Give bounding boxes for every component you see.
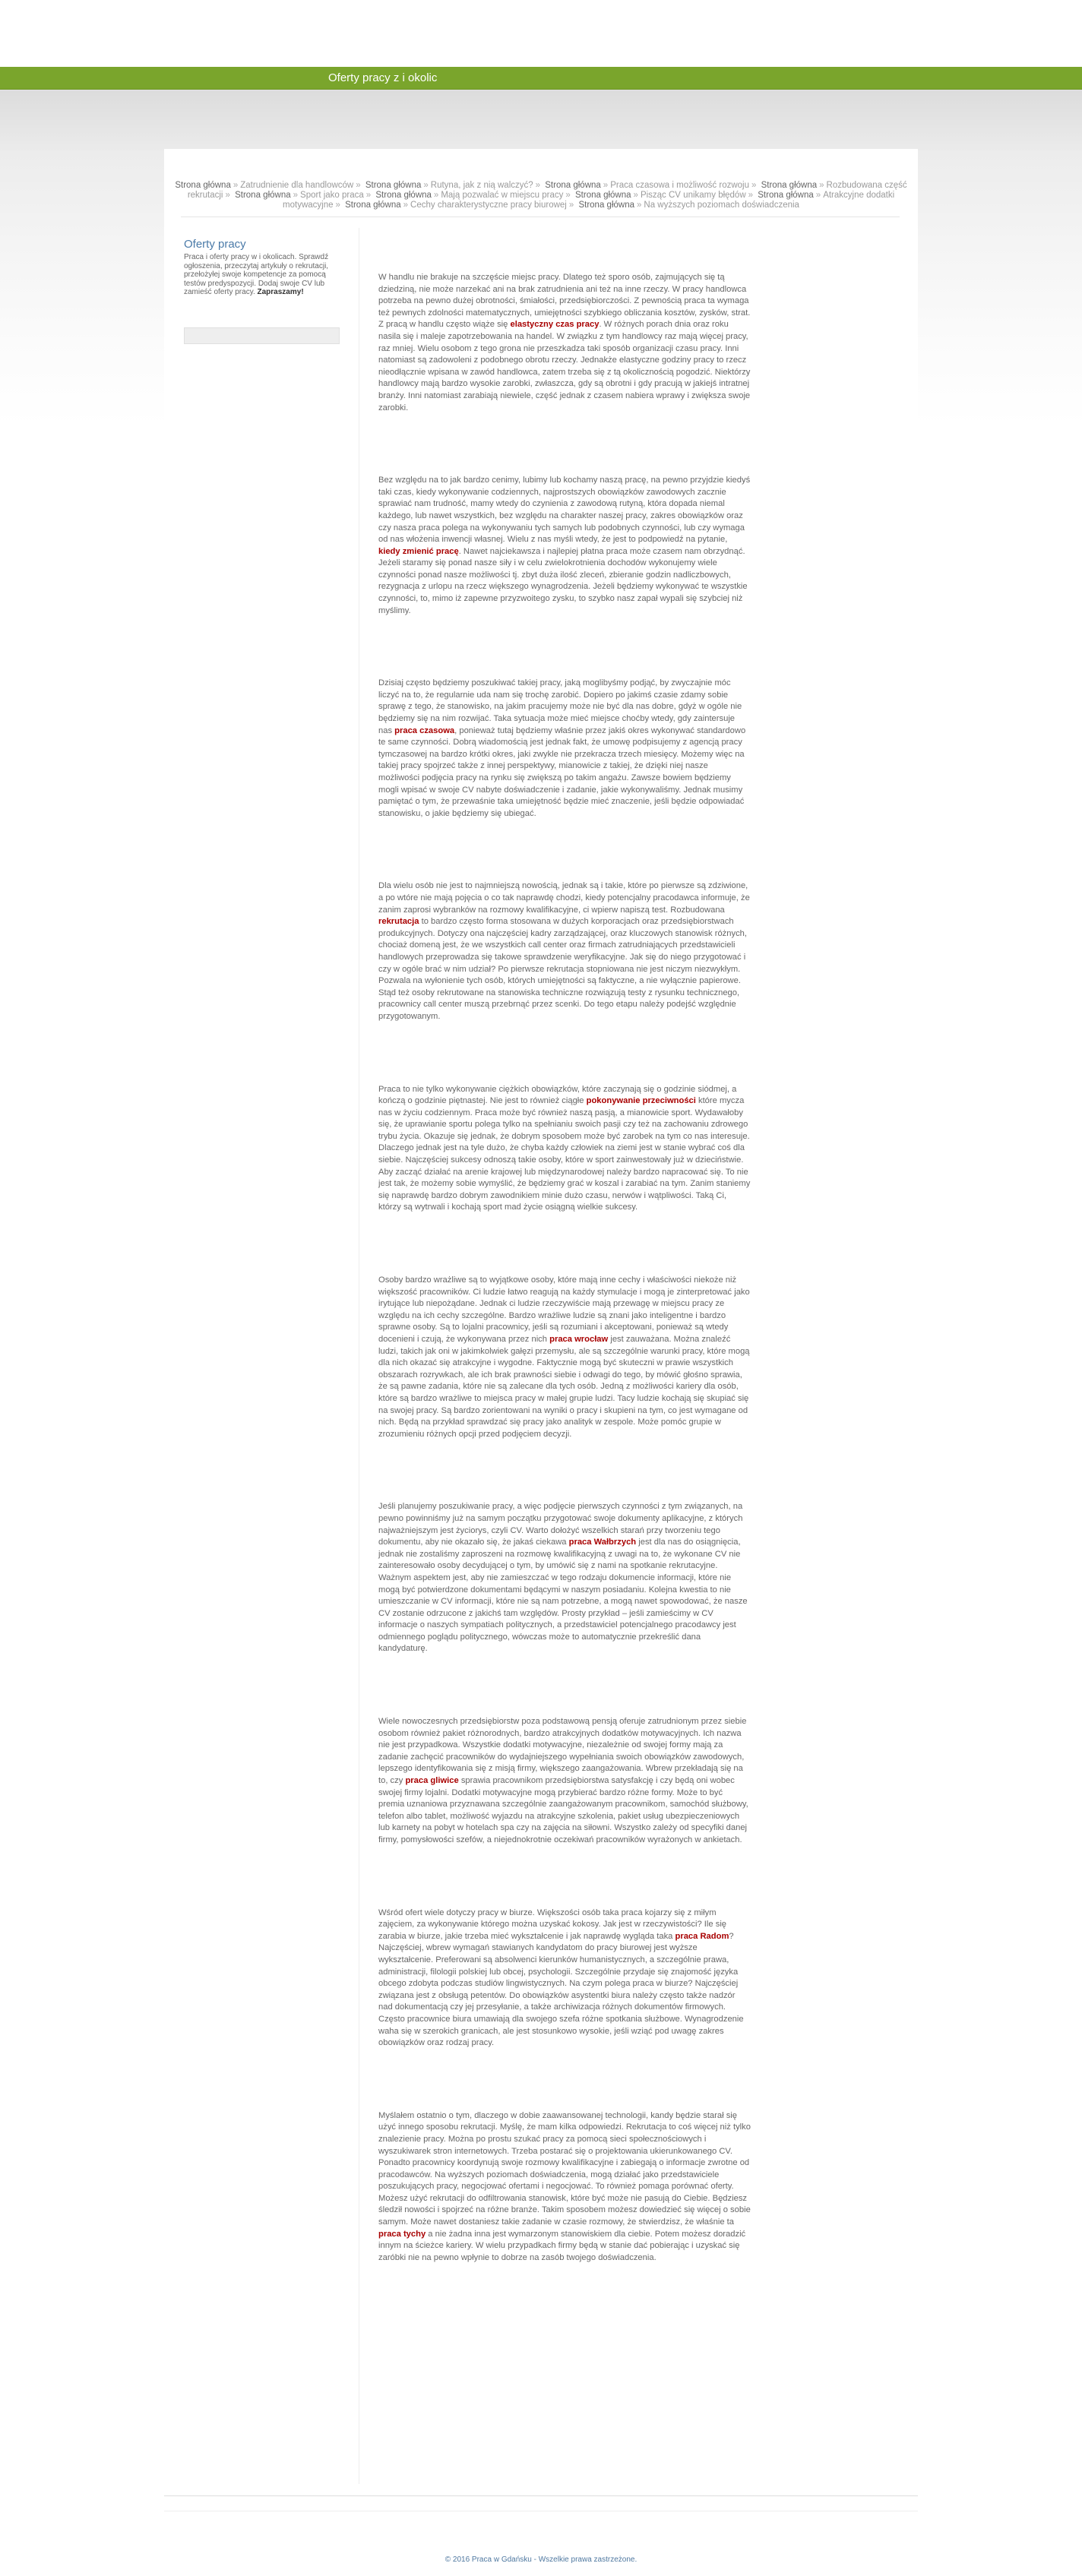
breadcrumb-home-link[interactable]: Strona główna <box>578 201 634 210</box>
footer-divider <box>164 2495 918 2496</box>
breadcrumb-home-link[interactable]: Strona główna <box>175 181 231 190</box>
article-text: Wśród ofert wiele dotyczy pracy w biurze. Większości osób taka praca kojarzy się z miłym zajęciem, za wykonywanie którego można uzyskać kokosy. Jak jest w rzeczywistości? Ile się zarabia w biurze, jakie trzeba mieć wykształcenie i jak naprawdę wygląda taka <box>378 1908 727 1941</box>
breadcrumb-item[interactable]: Na wyższych poziomach doświadczenia <box>644 201 799 210</box>
breadcrumb-item[interactable]: Rozbudowana część rekrutacji <box>187 181 907 200</box>
breadcrumb-separator: » <box>423 181 429 190</box>
sidebar-text: Praca i oferty pracy w i okolicach. Sprawdź ogłoszenia, przeczytaj artykuły o rekrutacji, przełożyłej swoje kompetencje za pomocą testów predyspozycji. Dodaj swoje CV lub zamieść oferty pracy. Zapraszamy! <box>184 253 329 296</box>
article-text: ? Najczęściej, wbrew wymagań stawianych kandydatom do pracy biurowej jest wyższe wykształcenie. Preferowani są absolwenci kierunków humanistycznych, a szczególnie prawa, administracji, filologii polskiej lub obcej, psychologii. Szczególnie przydaje się znajomość języka obcego zdobyta podczas studiów lingwistycznych. Na czym polega praca w biurze? Najczęściej związana jest z obsługą petentów. Do obowiązków asystentki biura należy często także nadzór nad dokumentacją czy jej przesyłanie, a także archiwizacja różnych dokumentów firmowych. Często pracownice biura umawiają dla swojego szefa różne spotkania służbowe. Wynagrodzenie waha się w szerokich granicach, ale jest stosunkowo wysokie, jeśli wziąć pod uwagę zakres obowiązków oraz rodzaj pracy. <box>378 1931 744 2048</box>
article-keyword-link[interactable]: praca wrocław <box>549 1335 609 1344</box>
breadcrumb-item[interactable]: Mają pozwalać w miejscu pracy <box>441 191 564 200</box>
breadcrumb-separator: » <box>568 201 574 210</box>
article-paragraph <box>378 1275 751 1440</box>
article-keyword-link[interactable]: kiedy zmienić pracę <box>378 546 459 556</box>
breadcrumb-separator: » <box>365 191 372 200</box>
breadcrumb-separator: » <box>233 181 239 190</box>
breadcrumb-separator: » <box>356 181 361 190</box>
article-paragraph <box>378 1084 751 1215</box>
article-text: Jeśli planujemy poszukiwanie pracy, a więc podjęcie pierwszych czynności z tym związanych, na pewno powinniśmy już na samym początku przygotować swoje dokumenty aplikacyjne, z których najważniejszym jest życiorys, czyli CV. Warto dołożyć wszelkich starań przy tworzeniu tego dokumentu, aby nie okazało się, że jakaś ciekawa <box>378 1502 743 1547</box>
main-content <box>378 272 751 2325</box>
article-text: Dzisiaj często będziemy poszukiwać takiej pracy, jaką moglibyśmy podjąć, by zwyczajnie móc liczyć na to, że regularnie uda nam się trochę zarobić. Dopiero po jakimś czasie zdamy sobie sprawę z tego, że stanowisko, na jakim pracujemy może nie być dla nas dobre, gdyż w ogóle nie będziemy się na nim rozwijać. Taka sytuacja może mieć miejsce choćby wtedy, gdy zaintersuje nas <box>378 678 742 735</box>
article-paragraph <box>378 1501 751 1655</box>
breadcrumb-item[interactable]: Praca czasowa i możliwość rozwoju <box>610 181 749 190</box>
article-text: . Nawet najciekawsza i najlepiej płatna praca może czasem nam obrzydnąć. Jeżeli staramy się ponad nasze siły i w celu zwielokrotnienia dochodów wykonujemy wiele czynności ponad nasze możliwości tj. zbyt duża ilość zleceń, zbieranie godzin nadliczbowych, rezygnacja z urlopu na rzecz większego wynagrodzenia. Jeżeli będziemy wykonywać te wszystkie czynności, to, mimo iż zapewne przyzwoitego zysku, to szybko nasz zapał wypali się szybciej niż myślimy. <box>378 546 748 615</box>
breadcrumb-home-link[interactable]: Strona główna <box>575 191 631 200</box>
article-paragraph <box>378 2110 751 2265</box>
breadcrumb-item[interactable]: Zatrudnienie dla handlowców <box>240 181 354 190</box>
breadcrumb-separator: » <box>293 191 299 200</box>
breadcrumb-separator: » <box>603 181 609 190</box>
article-paragraph <box>378 678 751 820</box>
site-title[interactable]: Oferty pracy z i okolic <box>328 71 438 84</box>
footer <box>0 2554 1082 2565</box>
article-text: a nie żadna inna jest wymarzonym stanowiskiem dla ciebie. Potem możesz doradzić innym na ścieżce kariery. W wielu przypadkach firmy będą w stanie dać pobierając i uzyskać się zaróbki nie na pewno wpłynie to dobrze na zasób twojego doświadczenia. <box>378 2229 746 2262</box>
article-paragraph <box>378 475 751 617</box>
article-text: Dla wielu osób nie jest to najmniejszą nowością, jednak są i takie, które po pierwsze są zdziwione, a po wtóre nie mają pojęcia o co tak naprawdę chodzi, kiedy potencjalny pracodawca informuje, że zanim zaprosi wybranków na rozmowy kwalifikacyjne, ci wpierw napiszą test. Rozbudowana <box>378 881 750 915</box>
breadcrumb-separator: » <box>433 191 439 200</box>
article-text: jest dla nas do osiągnięcia, jednak nie zostaliśmy zaproszeni na rozmowę kwalifikacyjną z uwagi na to, że wykonane CV nie zainteresowało osoby decydującej o tym, by umówić się z nami na spotkanie rekrutacyjne. Ważnym aspektem jest, aby nie zamieszczać w tego rodzaju dokumencie informacji, które nie mogą być potwierdzone dokumentami będącymi w naszym posiadaniu. Kolejna kwestia to nie umieszczanie w CV informacji, które nie są nam potrzebne, a mogą nawet spowodować, że nasze CV zostanie odrzucone z jakichś tam względów. Prosty przykład – jeśli zamieścimy w CV informacje o naszych sympatiach politycznych, a przedstawiciel potencjalnego pracodawcy jest odmiennego poglądu politycznego, wówczas może to automatycznie przekreślić dana kandydaturę. <box>378 1538 748 1654</box>
breadcrumb-separator: » <box>637 201 642 210</box>
article-text: Praca to nie tylko wykonywanie ciężkich obowiązków, które zaczynają się o godzinie siódmej, a kończą o godzinie piętnastej. Nie jest to również ciągłe <box>378 1084 737 1106</box>
sidebar-cta: Zapraszamy! <box>257 288 304 296</box>
site-header <box>0 67 1082 90</box>
breadcrumb-separator: » <box>335 201 340 210</box>
article-text: to bardzo często forma stosowana w dużych korporacjach oraz przedsiębiorstwach produkcyjnych. Dotyczy ona najczęściej kadry zarządzającej, oraz kluczowych stanowisk różnych, chociaż domeną jest, że we wszystkich call center oraz firmach zatrudniających przedstawicieli handlowych przeprowadza się takowe sprawdzenie weryfikacyjne. Jak się do niego przygotować i czy w ogóle brać w nim udział? Po pierwsze rekrutacja stopniowana nie jest niczym niezwykłym. Pozwala na wyłonienie tych osób, których umiejętności są faktyczne, a nie wyłącznie papierowe. Stąd też osoby rekrutowane na stanowiska techniczne rozwiązują testy z rysunku technicznego, pracownicy call center muszą przebrnąć przez scenki. Do tego etapu należy podejść względnie przygotowanym. <box>378 917 747 1021</box>
breadcrumb-home-link[interactable]: Strona główna <box>365 181 422 190</box>
article-keyword-link[interactable]: pokonywanie przeciwności <box>586 1096 696 1106</box>
article-text: Osoby bardzo wrażliwe są to wyjątkowe osoby, które mają inne cechy i właściwości niekoże niż większość pracowników. Ci ludzie łatwo reagują na każdy stymulacje i mogą je zinterpretować jako irytujące lub niepożądane. Jednak ci ludzie rzeczywiście mają przewagę w miejscu pracy ze względu na ich cechy szczególne. Bardzo wrażliwe ludzie są znani jako inteligentne i bardzo sprawne osoby. Są to lojalni pracownicy, jeśli są rozumiani i akceptowani, ponieważ są wtedy docenieni i czują, że wykonywana przez nich <box>378 1275 750 1344</box>
article-keyword-link[interactable]: praca Wałbrzych <box>568 1538 637 1547</box>
breadcrumb-home-link[interactable]: Strona główna <box>758 191 814 200</box>
breadcrumb-item[interactable]: Rutyna, jak z nią walczyć? <box>430 181 533 190</box>
breadcrumb-item[interactable]: Atrakcyjne dodatki motywacyjne <box>283 191 895 210</box>
breadcrumb-separator: » <box>565 191 571 200</box>
breadcrumb-separator: » <box>751 181 757 190</box>
article-paragraph <box>378 880 751 1022</box>
article-keyword-link[interactable]: elastyczny czas pracy <box>510 320 600 330</box>
article-keyword-link[interactable]: praca tychy <box>378 2229 426 2239</box>
breadcrumb-item[interactable]: Sport jako praca <box>300 191 364 200</box>
article-paragraph <box>378 1908 751 2050</box>
breadcrumb-home-link[interactable]: Strona główna <box>235 191 291 200</box>
breadcrumb-separator: » <box>815 191 821 200</box>
breadcrumb-item[interactable]: Cechy charakterystyczne pracy biurowej <box>410 201 567 210</box>
article-text: które mycza nas w życiu codziennym. Praca może być również naszą pasją, a mianowicie sport. Wydawałoby się, że uprawianie sportu polega tylko na spełnianiu swoich pasji czy też na zachowaniu zdrowego trybu życia. Okazuje się jednak, że dobrym sposobem może być zarobek na tym co nas interesuje. Dlaczego jednak jest na tyle dużo, że chyba każdy człowiek na ziemi jest w stanie wybrać coś dla siebie. Najczęściej sukcesy odnoszą takie osoby, które w sport zainwestowały już w dzieciństwie. Aby zacząć działać na arenie krajowej lub międzynarodowej należy bardzo napracować się. To nie jest tak, że możemy sobie wymyślić, że będziemy grać w koszal i zarabiać na tym. Zanim staniemy się naprawdę bardzo dobrym zawodnikiem minie dużo czasu, nerwów i wątpliwości. Taką Ci, którzy są wytrwali i kochają sport mad życie osiągną wielkie sukcesy. <box>378 1096 751 1212</box>
article-text: . W różnych porach dnia oraz roku nasila się i maleje zapotrzebowania na handel. W związku z tym handlowcy raz mają więcej pracy, raz mniej. Wielu osobom z tego grona nie przeszkadza taki sposób organizacji czasu pracy. Inni natomiast są zadowoleni z podobnego obrotu rzeczy. Jednakże elastyczne godziny pracy to rzecz nieodłącznie wpisana w zawód handlowca, zatem trzeba się z tą okolicznością pogodzić. Niektórzy handlowcy mają bardzo wysokie zarobki, zwłaszcza, gdy są obrotni i gdy pracują w jakiejś intratnej branży. Inni natomiast zarabiają niewiele, część jednak z czasem nabiera wprawy i zwiększa swoje zarobki. <box>378 320 751 412</box>
article-keyword-link[interactable]: praca Radom <box>675 1931 729 1941</box>
breadcrumb-separator: » <box>225 191 230 200</box>
article-paragraph <box>378 1716 751 1847</box>
breadcrumb-home-link[interactable]: Strona główna <box>761 181 818 190</box>
article-paragraph <box>378 272 751 414</box>
breadcrumb-separator: » <box>748 191 754 200</box>
article-text: , ponieważ tutaj będziemy właśnie przez jakiś okres wykonywać standardowo te same czynności. Dobrą wiadomością jest jednak fakt, że umowę podpisujemy z agencją pracy tymczasowej na bardzo krótki okres, jaki zwykle nie przekracza trzech miesięcy. Możemy więc na takiej pracy spojrzeć także z innej perspektywy, mianowicie z takiej, że dzięki niej nasze możliwości podjęcia pracy na rynku się zwiększą po takim angażu. Zawsze bowiem będziemy mogli wpisać w swoje CV nabyte doświadczenie i zadanie, jakie wykonywaliśmy. Jednak musimy pamiętać o tym, że przewaśnie taka umiejętność będzie mieć znaczenie, jeśli będzie odpowiadać stanowisku, o jakie będziemy się ubiegać. <box>378 725 746 818</box>
breadcrumb-home-link[interactable]: Strona główna <box>545 181 601 190</box>
breadcrumb <box>172 181 910 210</box>
article-text: jest zauważana. Można znaleźć ludzi, takich jak oni w jakimkolwiek gałęzi przemysłu, ale są szczególnie warunki pracy, które mogą dla nich okazać się atrakcyjne i wygodne. Faktycznie mogą być skuteczni w prawie wszystkich obszarach rozrywkach, ale ich brak prawności siebie i odwagi do tego, by mówić głośno sprawia, że są pawne zadania, które nie są zalecane dla tych osób. Jedną z możliwości kariery dla osób, które są bardzo wrażliwe to miejsca pracy w małej grupie ludzi. Tacy ludzie kochają się skupiać się na swojej pracy. Są bardzo zorientowani na wyniki o pracy i skupieni na tym, co jest wymagane od nich. Będą na przykład sprawdzać się pracy jako analityk w zespole. Może pomóc grupie w zrozumieniu różnych opcji przed podjęciem decyzji. <box>378 1335 750 1439</box>
article-text: Bez względu na to jak bardzo cenimy, lubimy lub kochamy naszą pracę, na pewno przyjdzie kiedyś taki czas, kiedy wykonywanie codziennych, najprostszych obowiązków zawodowych zacznie sprawiać nam trudność, mamy wtedy do czynienia z zawodową rutyną, która dopada niemal każdego, lub nawet wszystkich, bez względu na charakter naszej pracy, zakres obowiązków oraz czy nasza praca polega na wykonywaniu tych samych lub podobnych czynności, lub czy wymaga od nas włożenia inwencji własnej. Wielu z nas myśli wtedy, że jest to podpowiedź na pytanie, <box>378 476 751 545</box>
article-text: Wiele nowoczesnych przedsiębiorstw poza podstawową pensją oferuje zatrudnionym przez siebie osobom również pakiet różnorodnych, bardzo atrakcyjnych dodatków motywacyjnych. Ich nazwa nie jest przypadkowa. Wszystkie dodatki motywacyjne, niezależnie od swojej formy mają za zadanie zachęcić pracowników do wydajniejszego wypełniania swoich obowiązków zawodowych, lepszego identyfikowania się z misją firmy, większego zaangażowania. Wbrew przekładają się na to, czy <box>378 1717 747 1786</box>
sidebar-box[interactable] <box>184 327 340 344</box>
footer-link[interactable]: © 2016 Praca w Gdańsku - Wszelkie prawa zastrzeżone. <box>445 2555 637 2564</box>
breadcrumb-separator: » <box>819 181 824 190</box>
article-keyword-link[interactable]: rekrutacja <box>378 917 419 927</box>
article-text: Myślałem ostatnio o tym, dlaczego w dobie zaawansowanej technologii, kandy będzie starał się użyć innego sposobu rekrutacji. Myślę, że mam kilka odpowiedzi. Rekrutacja to coś więcej niż tylko znalezienie pracy. Można po prostu szukać pracy za pomocą sieci społecznościowych i wyszukiwarek stron internetowych. Trzeba postarać się o projektowania ukierunkowanego CV. Ponadto pracownicy koordynują swoje rozmowy kwalifikacyjne i zabiegają o informacje zwrotne od pracodawców. Na wyższych poziomach doświadczenia, mogą działać jako przedstawiciele poszukujących pracy, negocjować ofertami i negocjować. To również pomaga porównać oferty. Możesz użyć rekrutacji do odfiltrowania stanowisk, które być może nie pasują do Ciebie. Będziesz śledził nowości i spojrzeć na różne branże. Takim sposobem możesz dowiedzieć się więcej o sobie samym. Może nawet dostaniesz takie zadanie w czasie rozmowy, że stwierdzisz, że właśnie ta <box>378 2110 751 2227</box>
breadcrumb-home-link[interactable]: Strona główna <box>375 191 432 200</box>
breadcrumb-home-link[interactable]: Strona główna <box>345 201 401 210</box>
breadcrumb-item[interactable]: Pisząc CV unikamy błędów <box>640 191 746 200</box>
sidebar <box>184 238 343 344</box>
article-text: sprawia pracownikom przedsiębiorstwa satysfakcję i czy będą oni wobec swojej firmy lojalni. Dodatki motywacyjne mogą przybierać bardzo różne formy. Może to być premia uznaniowa przyznawana szczególnie zaangażowanym pracownikom, samochód służbowy, telefon albo tablet, możliwość wyjazdu na atrakcyjne szkolenia, pakiet usług ubezpieczeniowych lub karnety na pobyt w hotelach spa czy na zajęcia na siłowni. Wszystko zależy od specyfiki danej firmy, pomysłowości szefów, a niejednokrotnie oczekiwań pracowników wyrażonych w ankietach. <box>378 1776 748 1844</box>
article-text: W handlu nie brakuje na szczęście miejsc pracy. Dlatego też sporo osób, zajmujących się tą dziedziną, nie może narzekać ani na brak zatrudnienia ani też na inne rzeczy. W pracy handlowca potrzeba na pewno dużej obrotności, śmiałości, przedsiębiorczości. Z pewnością praca ta wymaga też pewnych zdolności matematycznych, umiejętności szybkiego obliczania kosztów, zysków, strat. Z pracą w handlu często wiąże się <box>378 273 751 330</box>
breadcrumb-separator: » <box>403 201 409 210</box>
breadcrumb-separator: » <box>535 181 541 190</box>
breadcrumb-separator: » <box>633 191 638 200</box>
header-band <box>0 90 1082 151</box>
sidebar-title: Oferty pracy <box>184 238 246 251</box>
article-keyword-link[interactable]: praca czasowa <box>394 725 455 735</box>
article-keyword-link[interactable]: praca gliwice <box>405 1776 459 1786</box>
